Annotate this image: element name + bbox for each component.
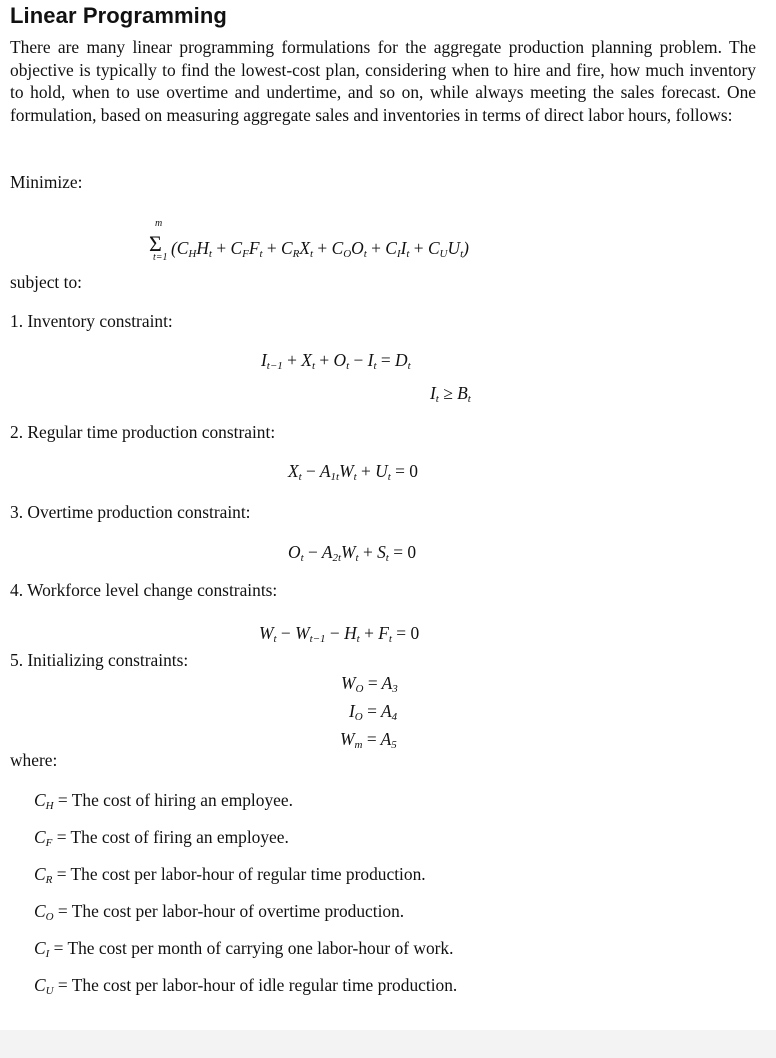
definition-ci: $C_I$ = The cost per month of carrying one labor-hour of work. (34, 938, 454, 960)
inventory-bound: $I_t \ge B_t$ (430, 383, 471, 405)
init-equation-w0: $W_O = A_3$ (341, 673, 398, 695)
inventory-equation: $I_{t-1} + X_t + O_t - I_t = D_t$ (261, 350, 411, 372)
constraint-5-label: 5. Initializing constraints: (10, 650, 189, 670)
constraint-1-label: 1. Inventory constraint: (10, 311, 173, 331)
definition-co: $C_O$ = The cost per labor-hour of overtime production. (34, 901, 405, 923)
definition-ch: $C_H$ = The cost of hiring an employee. (34, 790, 293, 812)
where-label: where: (10, 750, 58, 770)
intro-paragraph: There are many linear programming formulations for the aggregate production planning problem. The objective is typically to find the lowest-cost plan, considering when to hire and fire, how much inventory to hold, when to use overtime and undertime, and so on, while always meeting the sales forecast. One formulation, based on measuring aggregate sales and inventories in terms of direct labor hours, follows: (10, 37, 756, 125)
init-equation-i0: $I_O = A_4$ (349, 701, 398, 723)
definition-cu: $C_U$ = The cost per labor-hour of idle regular time production. (34, 975, 458, 997)
constraint-3-label: 3. Overtime production constraint: (10, 502, 251, 522)
footer-band (0, 1030, 776, 1058)
minimize-label: Minimize: (10, 172, 83, 192)
objective-function: m Σ t=1 $(C_HH_t + C_FF_t + C_RX_t + C_OO_t + C_II_t + C_UU_t)$ (149, 218, 469, 263)
summation-symbol: m Σ t=1 (149, 218, 168, 263)
definition-cr: $C_R$ = The cost per labor-hour of regular time production. (34, 864, 426, 886)
section-title: Linear Programming (10, 3, 227, 28)
regular-time-equation: $X_t - A_{1t}W_t + U_t = 0$ (288, 461, 419, 483)
constraint-4-label: 4. Workforce level change constraints: (10, 580, 278, 600)
init-equation-wm: $W_m = A_5$ (340, 729, 397, 751)
workforce-equation: $W_t - W_{t-1} - H_t + F_t = 0$ (259, 623, 420, 645)
constraint-2-label: 2. Regular time production constraint: (10, 422, 276, 442)
subject-to-label: subject to: (10, 272, 82, 292)
overtime-equation: $O_t - A_{2t}W_t + S_t = 0$ (288, 542, 417, 564)
definition-cf: $C_F$ = The cost of firing an employee. (34, 827, 289, 849)
